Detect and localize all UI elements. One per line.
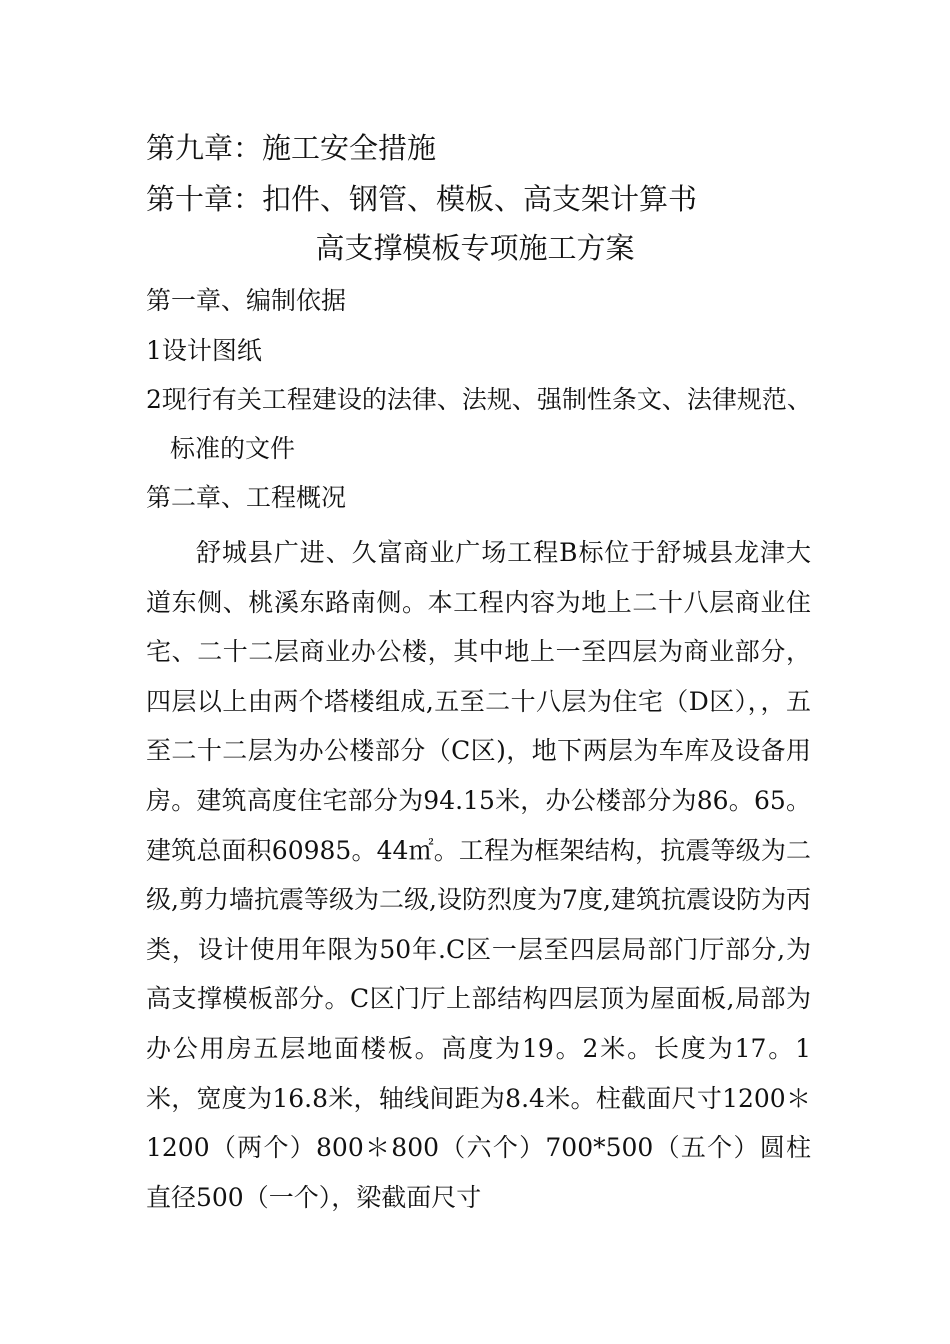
basis-item-2: 2现行有关工程建设的法律、法规、强制性条文、法律规范、 [146,385,812,414]
basis-item-2-continued: 标准的文件 [170,434,296,463]
document-title: 高支撑模板专项施工方案 [315,231,635,265]
chapter-1-heading: 第一章、编制依据 [146,286,347,315]
basis-item-1: 1设计图纸 [146,336,262,365]
toc-chapter-10: 第十章：扣件、钢管、模板、高支架计算书 [146,182,698,216]
project-overview-paragraph: 舒城县广进、久富商业广场工程B标位于舒城县龙津大道东侧、桃溪东路南侧。本工程内容为地上二十八层商业住宅、二十二层商业办公楼，其中地上一至四层为商业部分，四层以上由两个塔楼组成,五至二十八层为住宅（D区），，五至二十二层为办公楼部分（C区)，地下两层为车库及设备用房。建筑高度住宅部分为94.15米，办公楼部分为86。65。建筑总面积60985。44㎡。工程为框架结构，抗震等级为二级,剪力墙抗震等级为二级,设防烈度为7度,建筑抗震设防为丙类，设计使用年限为50年.C区一层至四层局部门厅部分,为高支撑模板部分。C区门厅上部结构四层顶为屋面板,局部为办公用房五层地面楼板。高度为19。2米。长度为17。1米，宽度为16.8米，轴线间距为8.4米。柱截面尺寸1200＊1200（两个）800＊800（六个）700*500（五个）圆柱直径500（一个），梁截面尺寸 [146,538,811,1212]
chapter-2-heading: 第二章、工程概况 [146,483,347,512]
toc-chapter-9: 第九章：施工安全措施 [146,131,437,165]
